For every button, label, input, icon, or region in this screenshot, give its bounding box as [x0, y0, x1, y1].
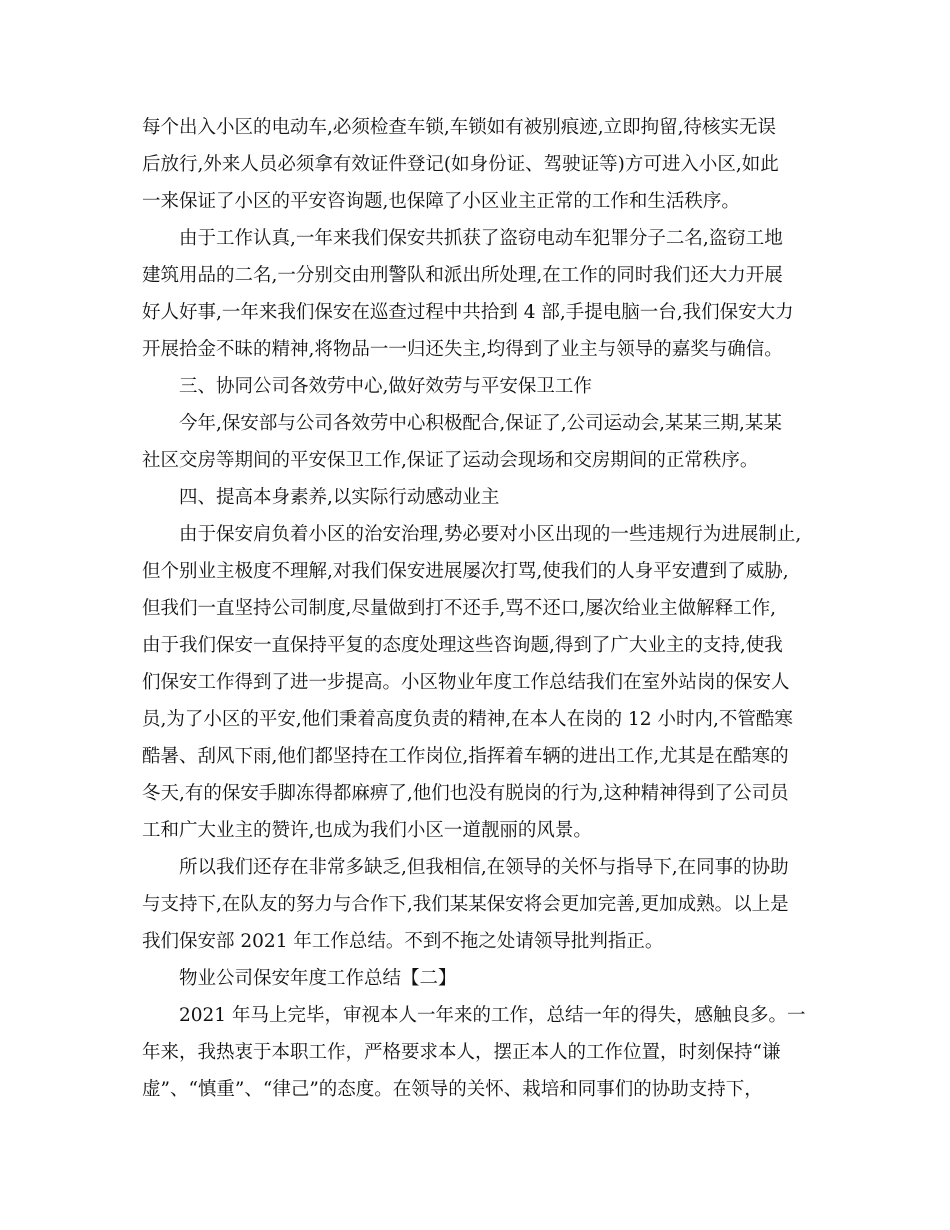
text-line: 由于工作认真,一年来我们保安共抓获了盗窃电动车犯罪分子二名,盗窃工地	[179, 228, 783, 249]
section-heading: 四、提高本身素养,以实际行动感动业主	[179, 487, 500, 508]
section-heading: 三、协同公司各效劳中心,做好效劳与平安保卫工作	[179, 376, 592, 397]
text-line: 2021 年马上完毕，审视本人一年来的工作，总结一年的得失，感触良多。一	[179, 1005, 806, 1026]
text-line: 开展拾金不昧的精神,将物品一一归还失主,均得到了业主与领导的嘉奖与确信。	[142, 339, 783, 360]
text-line: 员,为了小区的平安,他们秉着高度负责的精神,在本人在岗的 12 小时内,不管酷寒	[142, 709, 793, 730]
text-line: 但个别业主极度不理解,对我们保安进展屡次打骂,使我们的人身平安遭到了威胁,	[142, 561, 789, 582]
text-line: 社区交房等期间的平安保卫工作,保证了运动会现场和交房期间的正常秩序。	[142, 450, 759, 471]
text-line: 一来保证了小区的平安咨询题,也保障了小区业主正常的工作和生活秩序。	[142, 191, 740, 212]
text-line: 与支持下,在队友的努力与合作下,我们某某保安将会更加完善,更加成熟。以上是	[142, 894, 789, 915]
text-line: 后放行,外来人员必须拿有效证件登记(如身份证、驾驶证等)方可进入小区,如此	[142, 154, 779, 175]
text-line: 由于保安肩负着小区的治安治理,势必要对小区出现的一些违规行为进展制止,	[179, 524, 802, 545]
text-line: 今年,保安部与公司各效劳中心积极配合,保证了,公司运动会,某某三期,某某	[179, 413, 782, 434]
text-line: 但我们一直坚持公司制度,尽量做到打不还手,骂不还口,屡次给业主做解释工作,	[142, 598, 777, 619]
text-line: 们保安工作得到了进一步提高。小区物业年度工作总结我们在室外站岗的保安人	[142, 672, 790, 693]
section-title: 物业公司保安年度工作总结【二】	[179, 968, 457, 989]
text-line: 酷暑、刮风下雨,他们都坚持在工作岗位,指挥着车辆的进出工作,尤其是在酷寒的	[142, 746, 789, 767]
text-line: 工和广大业主的赞许,也成为我们小区一道靓丽的风景。	[142, 820, 592, 841]
text-line: 每个出入小区的电动车,必须检查车锁,车锁如有被别痕迹,立即拘留,待核实无误	[142, 117, 777, 138]
text-line: 年来，我热衷于本职工作，严格要求本人，摆正本人的工作位置，时刻保持“谦	[142, 1042, 781, 1063]
text-line: 我们保安部 2021 年工作总结。不到不拖之处请领导批判指正。	[142, 931, 664, 952]
text-line: 虚”、“慎重”、“律己”的态度。在领导的关怀、栽培和同事们的协助支持下，	[142, 1079, 763, 1100]
text-line: 由于我们保安一直保持平复的态度处理这些咨询题,得到了广大业主的支持,使我	[142, 635, 783, 656]
text-line: 建筑用品的二名,一分别交由刑警队和派出所处理,在工作的同时我们还大力开展	[142, 265, 783, 286]
text-line: 冬天,有的保安手脚冻得都麻痹了,他们也没有脱岗的行为,这种精神得到了公司员	[142, 783, 789, 804]
text-line: 所以我们还存在非常多缺乏,但我相信,在领导的关怀与指导下,在同事的协助	[179, 857, 789, 878]
text-line: 好人好事,一年来我们保安在巡查过程中共拾到 4 部,手提电脑一台,我们保安大力	[142, 302, 794, 323]
